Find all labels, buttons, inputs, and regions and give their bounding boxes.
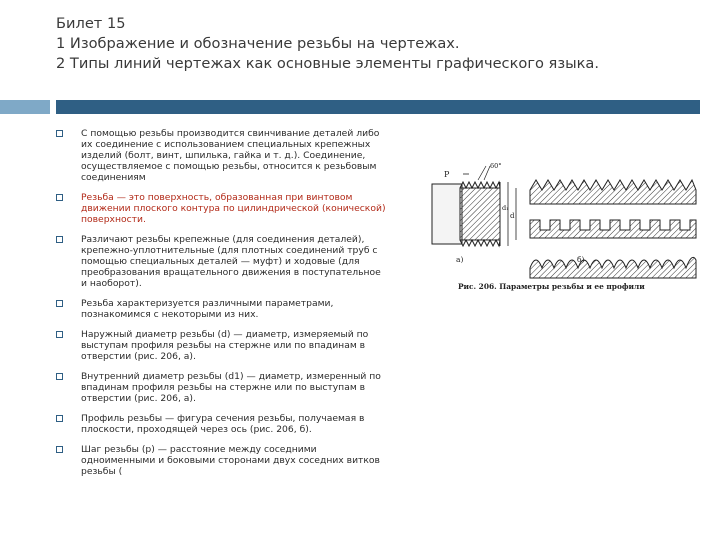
label-b: б) bbox=[577, 255, 585, 264]
title-line-question-1: 1 Изображение и обозначение резьбы на чертежах. bbox=[56, 35, 460, 52]
bullet-item: Шаг резьбы (р) — расстояние между соседними одноименными и боковыми сторонами двух соседних витков резьбы ( bbox=[56, 444, 388, 477]
header-bar-accent bbox=[0, 100, 50, 114]
bullet-square-icon bbox=[56, 236, 63, 243]
bullet-square-icon bbox=[56, 331, 63, 338]
bullet-item: С помощью резьбы производится свинчивание деталей либо их соединение с использованием специальных крепежных изделий (болт, винт, шпилька, гайка и т. д.). Соединение, осуществляемое с помощью резьбы, относится к резьбовым соединениям bbox=[56, 128, 388, 183]
label-angle: 60° bbox=[490, 162, 502, 170]
bullet-square-icon bbox=[56, 373, 63, 380]
label-outer-diameter: d bbox=[510, 212, 515, 220]
slide-title bbox=[56, 14, 696, 74]
bullet-item: Наружный диаметр резьбы (d) — диаметр, измеряемый по выступам профиля резьбы на стержне или по впадинам в отверстии (рис. 206, а). bbox=[56, 329, 388, 362]
header-bar bbox=[56, 100, 700, 114]
label-a: а) bbox=[456, 255, 464, 264]
label-pitch: P bbox=[444, 170, 450, 179]
bullet-item-highlight: Резьба — это поверхность, образованная при винтовом движении плоского контура по цилиндрической (конической) поверхности. bbox=[56, 192, 388, 225]
bullet-square-icon bbox=[56, 446, 63, 453]
thread-figure bbox=[430, 160, 700, 295]
bullet-item: Резьба характеризуется различными параметрами, познакомимся с некоторыми из них. bbox=[56, 298, 388, 320]
title-line-question-2: 2 Типы линий чертежах как основные элементы графического языка. bbox=[56, 55, 600, 72]
bullet-square-icon bbox=[56, 415, 63, 422]
bullet-list bbox=[56, 128, 388, 486]
bullet-square-icon bbox=[56, 194, 63, 201]
thread-profiles bbox=[530, 180, 696, 278]
bolt-drawing bbox=[432, 162, 516, 264]
title-line-ticket: Билет 15 bbox=[56, 15, 126, 32]
bullet-square-icon bbox=[56, 300, 63, 307]
label-inner-diameter: d₁ bbox=[502, 204, 509, 212]
bullet-item: Различают резьбы крепежные (для соединения деталей), крепежно-уплотнительные (для плотных соединений труб с помощью специальных деталей — муфт) и ходовые (для преобразования вращательного движения в поступательное и наоборот). bbox=[56, 234, 388, 289]
figure-caption: Рис. 206. Параметры резьбы и ее профили bbox=[458, 282, 645, 291]
bullet-square-icon bbox=[56, 130, 63, 137]
bullet-item: Профиль резьбы — фигура сечения резьбы, получаемая в плоскости, проходящей через ось (рис. 206, б). bbox=[56, 413, 388, 435]
bullet-item: Внутренний диаметр резьбы (d1) — диаметр, измеренный по впадинам профиля резьбы на стержне или по выступам в отверстии (рис. 206, а). bbox=[56, 371, 388, 404]
